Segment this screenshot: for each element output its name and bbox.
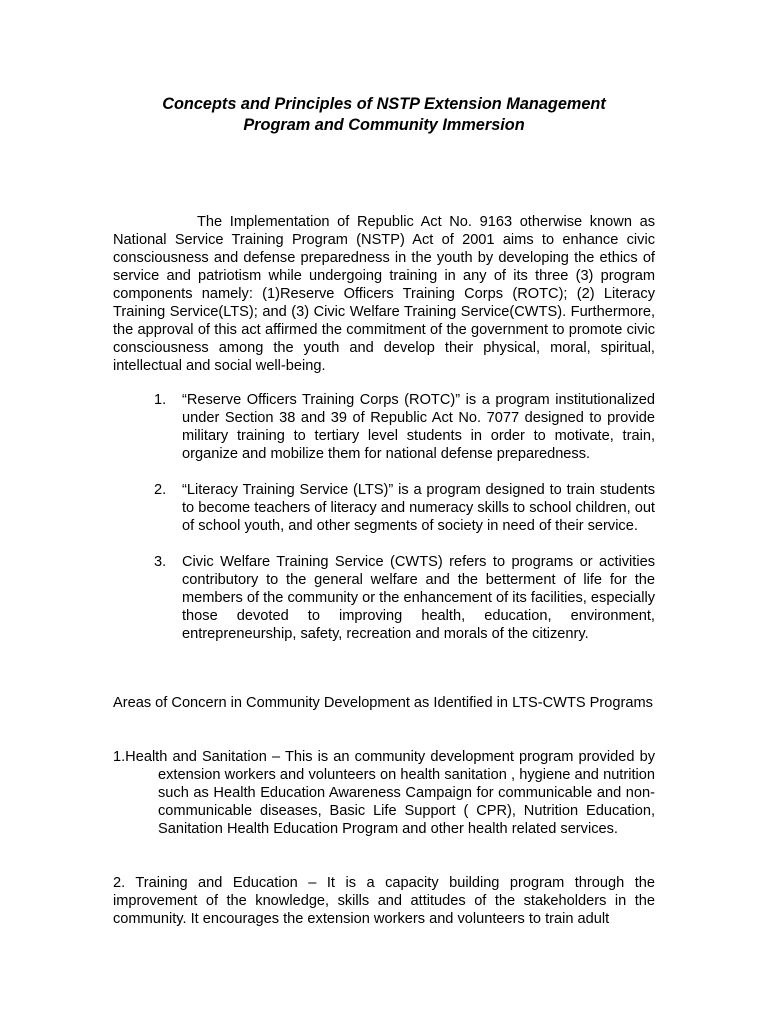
- list-item: [154, 391, 655, 463]
- intro-text: The Implementation of Republic Act No. 9163 otherwise known as National Service Training Program (NSTP) Act of 2001 aims to enhance civic consciousness and defense preparedness in the youth by developing the ethics of service and patriotism while undergoing training in any of its three (3) program components namely: (1)Reserve Officers Training Corps (ROTC); (2) Literacy Training Service(LTS); and (3) Civic Welfare Training Service(CWTS). Furthermore, the approval of this act affirmed the commitment of the government to promote civic consciousness among the youth and develop their physical, moral, spiritual, intellectual and social well-being.: [113, 214, 655, 374]
- area-health-sanitation: 1.Health and Sanitation – This is an community development program provided by extension workers and volunteers on health sanitation , hygiene and nutrition such as Health Education Awareness Campaign for communicable and non-communicable diseases, Basic Life Support ( CPR), Nutrition Education, Sanitation Health Education Program and other health related services.: [113, 749, 655, 837]
- intro-paragraph: [113, 213, 655, 375]
- area-training-education: 2. Training and Education – It is a capacity building program through the improvement of the knowledge, skills and attitudes of the stakeholders in the community. It encourages the extension workers and volunteers to train adult: [113, 875, 655, 927]
- list-item-number: 2.: [154, 482, 167, 498]
- list-item-text: Civic Welfare Training Service (CWTS) refers to programs or activities contributory to the general welfare and the betterment of life for the members of the community or the enhancement of its facilities, especially those devoted to improving health, education, environment, entrepreneurship, safety, recreation and morals of the citizenry.: [182, 554, 655, 642]
- list-item-number: 3.: [154, 554, 167, 570]
- areas-heading: Areas of Concern in Community Development as Identified in LTS-CWTS Programs: [113, 695, 653, 711]
- list-item-text: “Literacy Training Service (LTS)” is a program designed to train students to become teachers of literacy and numeracy skills to school children, out of school youth, and other segments of society in need of their service.: [182, 482, 655, 534]
- list-item: [154, 553, 655, 643]
- document-title: [110, 94, 658, 136]
- list-item: [154, 481, 655, 535]
- list-item-text: “Reserve Officers Training Corps (ROTC)” is a program institutionalized under Section 38 and 39 of Republic Act No. 7077 designed to provide military training to tertiary level students in order to motivate, train, organize and mobilize them for national defense preparedness.: [182, 392, 655, 462]
- list-item-number: 1.: [154, 392, 167, 408]
- component-list: [154, 391, 655, 661]
- title-line-2: Program and Community Immersion: [243, 116, 525, 134]
- title-line-1: Concepts and Principles of NSTP Extension Management: [162, 95, 606, 113]
